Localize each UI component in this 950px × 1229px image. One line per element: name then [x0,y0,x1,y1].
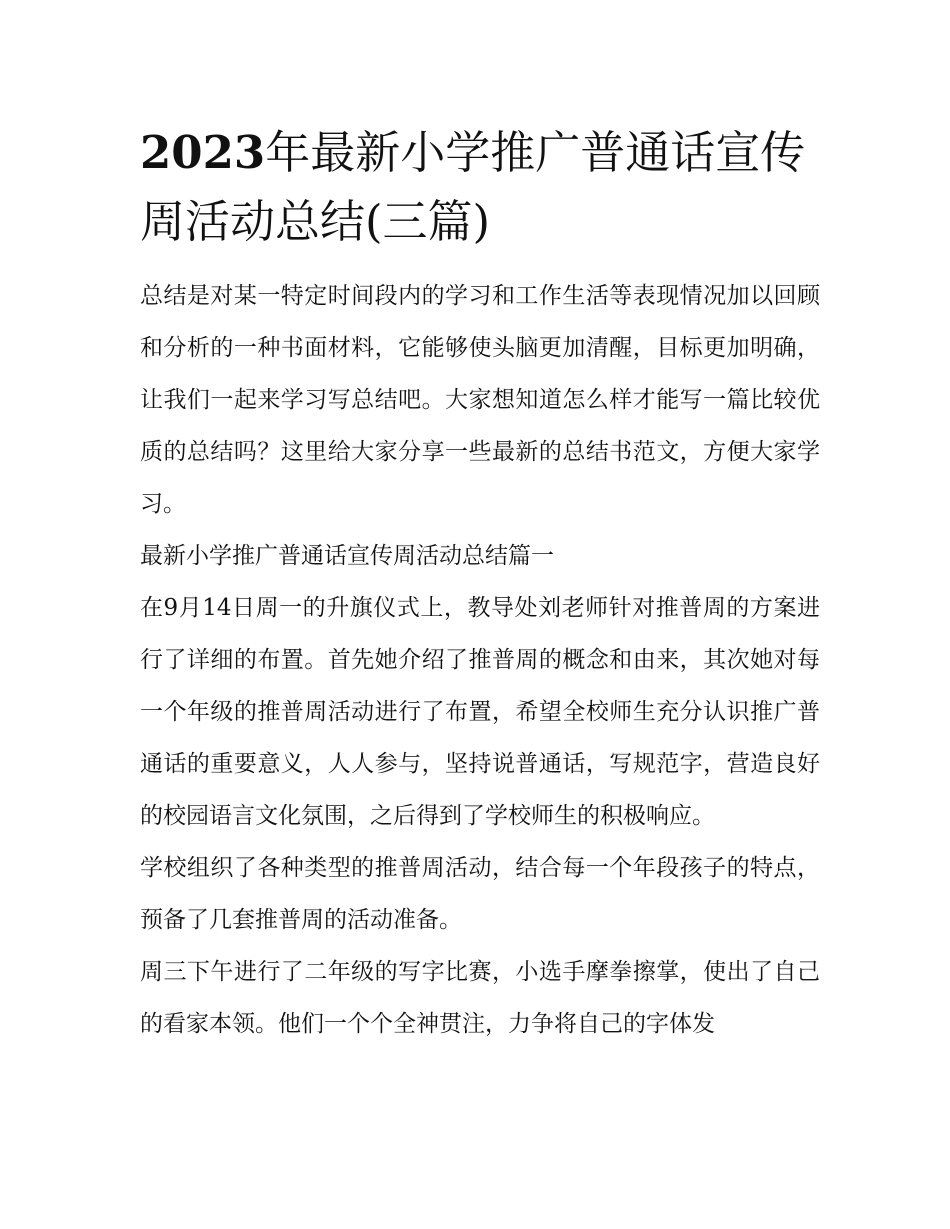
section-heading: 最新小学推广普通话宣传周活动总结篇一 [140,543,554,569]
body-paragraph-2: 学校组织了各种类型的推普周活动，结合每一个年段孩子的特点，预备了几套推普周的活动准备。 [140,855,820,933]
title-year: 2023 [140,126,266,179]
title-text: 年最新小学推广普通话宣传周活动总结(三篇) [140,126,806,248]
body-paragraph-3: 周三下午进行了二年级的写字比赛，小选手摩拳擦掌，使出了自己的看家本领。他们一个个全神贯注，力争将自己的字体发 [140,959,820,1037]
intro-paragraph: 总结是对某一特定时间段内的学习和工作生活等表现情况加以回顾和分析的一种书面材料，它能够使头脑更加清醒，目标更加明确，让我们一起来学习写总结吧。大家想知道怎么样才能写一篇比较优质的总结吗？这里给大家分享一些最新的总结书范文，方便大家学习。 [140,283,820,517]
body-paragraph-1: 在9月14日周一的升旗仪式上，教导处刘老师针对推普周的方案进行了详细的布置。首先她介绍了推普周的概念和由来，其次她对每一个年级的推普周活动进行了布置，希望全校师生充分认识推广普通话的重要意义，人人参与，坚持说普通话，写规范字，营造良好的校园语言文化氛围，之后得到了学校师生的积极响应。 [140,595,820,829]
document-page [140,118,820,1050]
document-title [140,118,820,256]
